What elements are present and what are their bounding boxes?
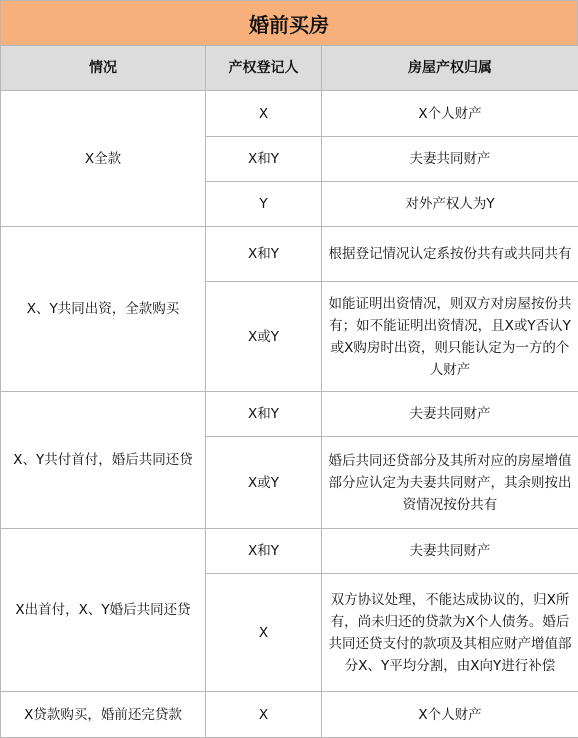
table-row [1, 227, 578, 282]
table-row [1, 692, 578, 738]
table-row [1, 392, 578, 437]
ownership-cell: 根据登记情况认定系按份共有或共同共有 [322, 227, 578, 282]
page-title: 婚前买房 [0, 0, 578, 45]
registrant-cell: X [206, 692, 322, 738]
ownership-cell: 夫妻共同财产 [322, 137, 578, 182]
header-row [1, 46, 578, 91]
header-registrant: 产权登记人 [206, 46, 322, 91]
registrant-cell: Y [206, 182, 322, 227]
situation-cell: X、Y共付首付，婚后共同还贷 [1, 392, 206, 529]
table-row [1, 91, 578, 137]
situation-cell: X、Y共同出资，全款购买 [1, 227, 206, 392]
registrant-cell: X和Y [206, 392, 322, 437]
header-situation: 情况 [1, 46, 206, 91]
property-ownership-table [0, 45, 578, 738]
ownership-cell: 双方协议处理，不能达成协议的，归X所有，尚未归还的贷款为X个人债务。婚后共同还贷支付的款项及其相应财产增值部分X、Y平均分割，由X向Y进行补偿 [322, 574, 578, 692]
registrant-cell: X [206, 91, 322, 137]
situation-cell: X出首付，X、Y婚后共同还贷 [1, 529, 206, 692]
registrant-cell: X [206, 574, 322, 692]
situation-cell: X贷款购买，婚前还完贷款 [1, 692, 206, 738]
table-row [1, 529, 578, 574]
ownership-cell: X个人财产 [322, 692, 578, 738]
ownership-cell: X个人财产 [322, 91, 578, 137]
ownership-cell: 如能证明出资情况，则双方对房屋按份共有；如不能证明出资情况，且X或Y否认Y或X购房时出资，则只能认定为一方的个人财产 [322, 282, 578, 392]
ownership-cell: 婚后共同还贷部分及其所对应的房屋增值部分应认定为夫妻共同财产，其余则按出资情况按份共有 [322, 437, 578, 529]
situation-cell: X全款 [1, 91, 206, 227]
registrant-cell: X和Y [206, 137, 322, 182]
ownership-cell: 夫妻共同财产 [322, 392, 578, 437]
ownership-cell: 对外产权人为Y [322, 182, 578, 227]
registrant-cell: X和Y [206, 529, 322, 574]
registrant-cell: X或Y [206, 437, 322, 529]
header-ownership: 房屋产权归属 [322, 46, 578, 91]
ownership-cell: 夫妻共同财产 [322, 529, 578, 574]
registrant-cell: X和Y [206, 227, 322, 282]
registrant-cell: X或Y [206, 282, 322, 392]
